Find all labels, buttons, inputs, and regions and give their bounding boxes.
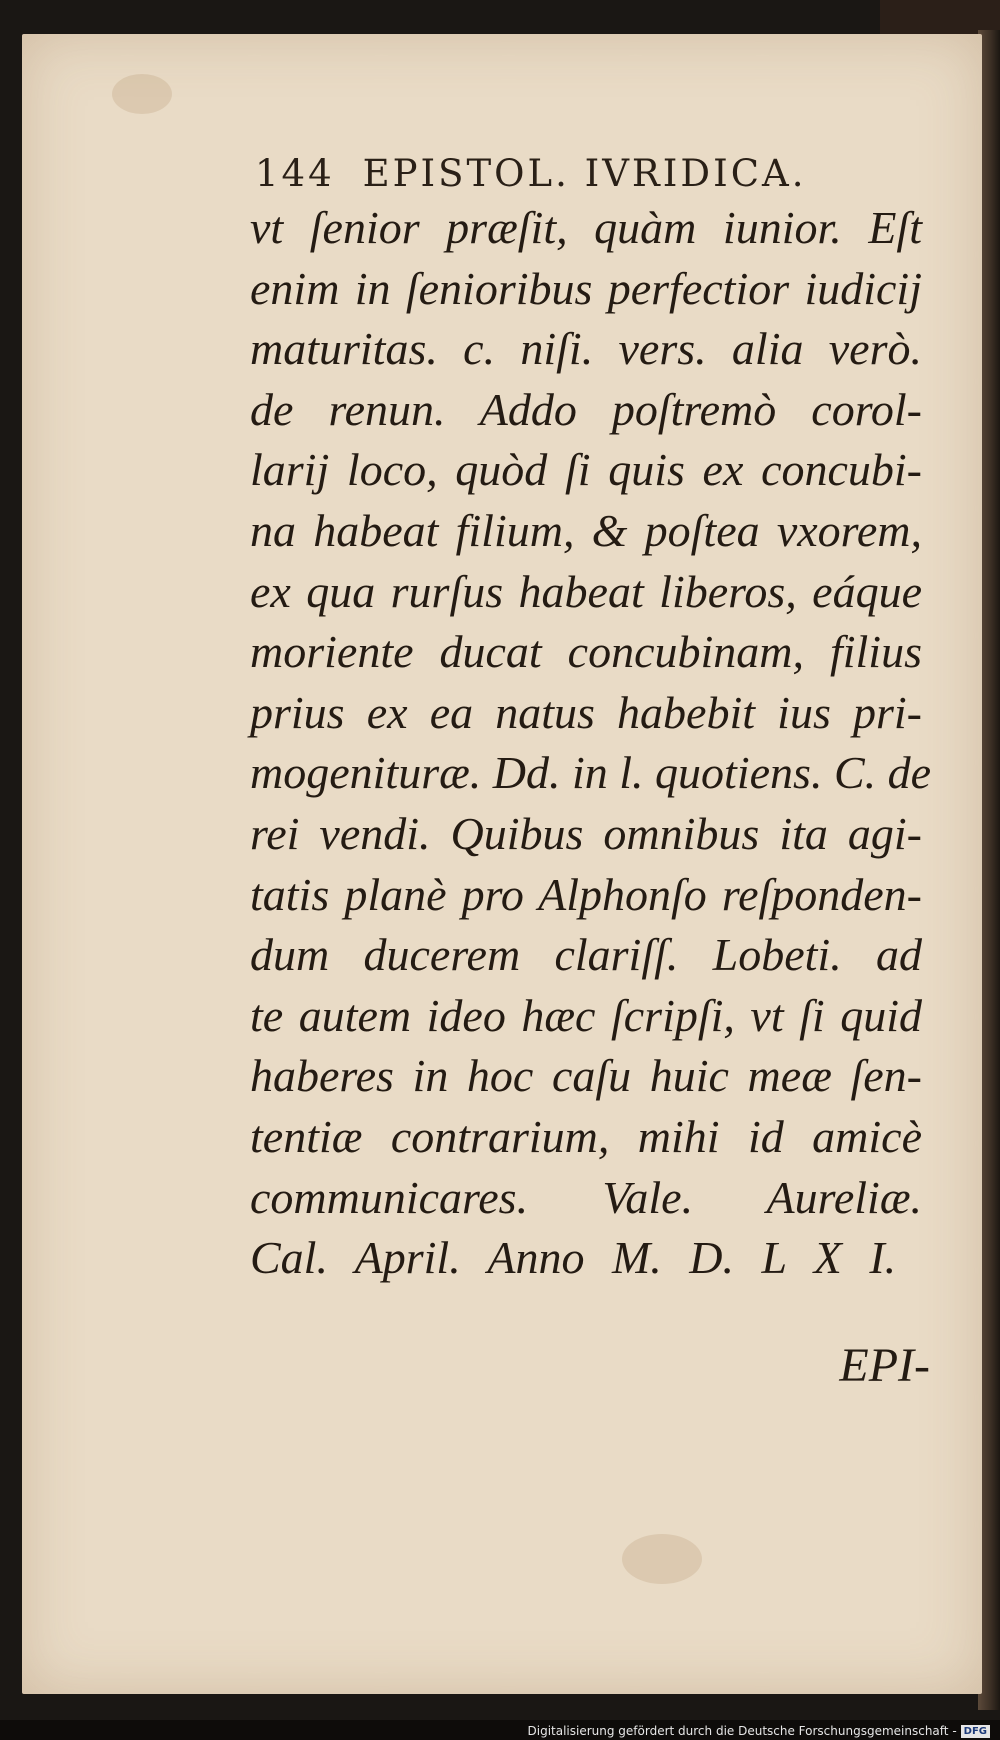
text-line: rei vendi. Quibus omnibus ita agi-	[250, 807, 922, 859]
text-line: communicares. Vale. Aureliæ.	[250, 1171, 922, 1223]
footer-bar	[0, 1720, 1000, 1740]
credit-text: Digitalisierung gefördert durch die Deutsche Forschungsgemeinschaft -	[527, 1724, 957, 1738]
text-line: tatis planè pro Alphonſo reſponden-	[250, 868, 922, 920]
body-text	[250, 198, 932, 1289]
text-line: haberes in hoc caſu huic meæ ſen-	[250, 1050, 922, 1102]
dfg-logo-icon: DFG	[961, 1725, 990, 1738]
text-line: enim in ſenioribus perfectior iudicij	[250, 262, 922, 314]
text-line: moriente ducat concubinam, filius	[250, 626, 922, 678]
text-line: ex qua rurſus habeat liberos, eáque	[250, 565, 922, 617]
text-line: Cal. April. Anno M. D. L X I.	[250, 1232, 897, 1284]
text-line: te autem ideo hæc ſcripſi, vt ſi quid	[250, 989, 922, 1041]
text-line: dum ducerem clariſſ. Lobeti. ad	[250, 929, 922, 981]
text-line: vt ſenior præſit, quàm iunior. Eſt	[250, 202, 922, 253]
text-line: tentiæ contrarium, mihi id amicè	[250, 1110, 922, 1162]
running-title: EPISTOL. IVRIDICA.	[362, 152, 807, 195]
text-line: prius ex ea natus habebit ius pri-	[250, 686, 922, 738]
book-edge-top	[880, 0, 1000, 34]
paper-stain	[622, 1534, 702, 1584]
catchword: EPI-	[839, 1339, 930, 1392]
text-line: mogenituræ. Dd. in l. quotiens. C. de	[250, 747, 932, 799]
paper-stain	[112, 74, 172, 114]
text-line: maturitas. c. niſi. vers. alia verò.	[250, 323, 922, 375]
text-line: larij loco, quòd ſi quis ex concubi-	[250, 444, 922, 496]
digitization-credit	[528, 1724, 991, 1738]
text-line: de renun. Addo poſtremò corol-	[250, 383, 922, 435]
running-header	[255, 152, 855, 195]
page-number: 144	[255, 152, 335, 195]
text-line: na habeat filium, & poſtea vxorem,	[250, 504, 922, 556]
